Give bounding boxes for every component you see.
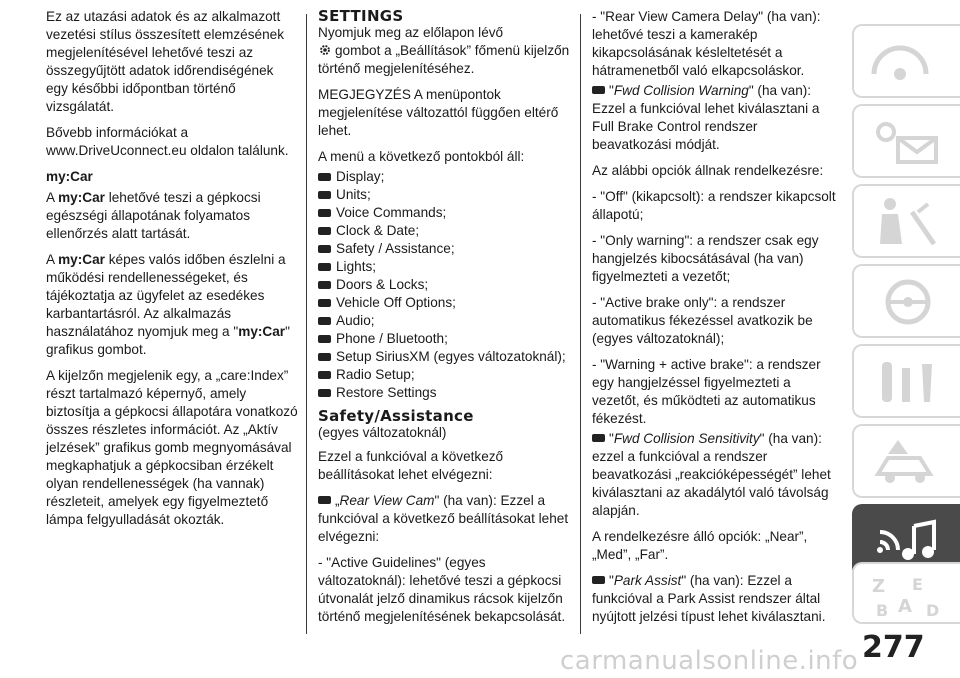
menu-item-label: Safety / Assistance; (336, 241, 455, 256)
column-divider-1 (306, 14, 307, 634)
settings-heading: SETTINGS (318, 7, 404, 25)
more-info-paragraph: Bővebb információkat a www.DriveUconnect.eu oldalon találunk. (46, 125, 289, 158)
bullet-box-icon (318, 496, 331, 504)
bullet-box-icon (318, 299, 331, 307)
menu-item (318, 384, 576, 402)
menu-item-label: Lights; (336, 259, 377, 274)
safety-paragraph: Ezzel a funkcióval a következő beállításokat lehet elvégezni: (318, 449, 504, 482)
dashboard-icon (868, 34, 948, 90)
menu-item-label: Phone / Bluetooth; (336, 331, 448, 346)
menu-item (318, 330, 576, 348)
menu-item-label: Clock & Date; (336, 223, 420, 238)
rear-view-cam-paragraph: „Rear View Cam" (ha van): Ezzel a funkcióval a következő beállításokat lehet elvégezni: (318, 493, 569, 544)
park-assist-paragraph: "Park Assist" (ha van): Ezzel a funkcióval a Park Assist rendszer által nyújtott jelzési típust lehet kiválasztani. (592, 573, 826, 624)
bullet-box-icon (318, 353, 331, 361)
warning-envelope-icon (868, 114, 948, 170)
menu-item (318, 204, 576, 222)
bullet-box-icon (318, 263, 331, 271)
care-index-paragraph: A kijelzőn megjelenik egy, a „care:Index” részt tartalmazó képernyő, amely biztosítja a gépkocsi állapotára vonatkozó összes részletes információt. Az „Aktív jelzések” grafikus gomb megnyomásával megkaphatjuk a gépkocsiban érzékelt olyan rendellenességek (ha vannak) részleteit, amelyek egy figyelmeztető lámpa felgyulladását okozták. (46, 368, 298, 527)
tab-starting-driving[interactable] (852, 264, 960, 338)
bullet-box-icon (318, 371, 331, 379)
menu-item-label: Units; (336, 187, 371, 202)
menu-item (318, 240, 576, 258)
settings-menu-list (318, 168, 576, 402)
svg-text:A: A (898, 596, 912, 617)
steering-wheel-icon (868, 274, 948, 330)
tab-emergency[interactable] (852, 344, 960, 418)
seatbelt-icon (868, 194, 948, 250)
bullet-box-icon (318, 281, 331, 289)
menu-item-label: Audio; (336, 313, 375, 328)
column-3 (592, 8, 838, 634)
bullet-box-icon (318, 173, 331, 181)
menu-item (318, 258, 576, 276)
menu-item (318, 366, 576, 384)
bullet-box-icon (318, 335, 331, 343)
bullet-box-icon (318, 245, 331, 253)
mycar-heading: my:Car (46, 169, 93, 184)
column-divider-2 (580, 14, 581, 634)
menu-item-label: Setup SiriusXM (egyes változatoknál); (336, 349, 566, 364)
alphabet-index-icon (868, 572, 948, 620)
page-number: 277 (862, 630, 925, 665)
safety-heading: Safety/Assistance (318, 407, 474, 425)
bullet-box-icon (318, 209, 331, 217)
active-guidelines-paragraph: - "Active Guidelines" (egyes változatoknál): lehetővé teszi a gépkocsi útvonalát jelző dinamikus rácsok kijelzőn történő megjelenítésének bekapcsolását. (318, 555, 566, 624)
column-2 (318, 8, 576, 634)
menu-item (318, 294, 576, 312)
tools-icon (868, 354, 948, 410)
bullet-box-icon (592, 434, 605, 442)
menu-item-label: Restore Settings (336, 385, 437, 400)
menu-intro: A menü a következő pontokból áll: (318, 149, 525, 164)
option-only-warning: - "Only warning": a rendszer csak egy hangjelzés kibocsátásával (ha van) figyelmezteti a vezetőt; (592, 233, 819, 284)
menu-item (318, 276, 576, 294)
option-off: - "Off" (kikapcsolt): a rendszer kikapcsolt állapotú; (592, 189, 836, 222)
menu-item (318, 186, 576, 204)
menu-item (318, 168, 576, 186)
option-warning-active-brake: - "Warning + active brake": a rendszer egy hangjelzéssel figyelmezteti a vezetőt, és működteti az automatikus fékezést. (592, 357, 821, 426)
menu-item-label: Voice Commands; (336, 205, 447, 220)
tab-maintenance[interactable] (852, 424, 960, 498)
svg-text:Z: Z (872, 576, 886, 597)
menu-item-label: Radio Setup; (336, 367, 415, 382)
note-paragraph: MEGJEGYZÉS A menüpontok megjelenítése változattól függően eltérő lehet. (318, 87, 559, 138)
menu-item (318, 222, 576, 240)
option-active-brake: - "Active brake only": a rendszer automatikus fékezéssel avatkozik be (egyes változatoknál); (592, 295, 813, 346)
mycar-paragraph-1: A my:Car lehetővé teszi a gépkocsi egészségi állapotának folyamatos ellenőrzés alatt tartását. (46, 190, 261, 241)
intro-paragraph: Ez az utazási adatok és az alkalmazott vezetési stílus összesített elemzésének megjelenítésével lehetővé teszi az összegyűjtött adatok időrendiségének egy későbbi időpontban történő vizsgálatát. (46, 9, 284, 114)
menu-item-label: Vehicle Off Options; (336, 295, 456, 310)
fwd-collision-sensitivity-paragraph: "Fwd Collision Sensitivity" (ha van): ezzel a funkcióval a rendszer beavatkozási „reakcióképességét” lehet kiválasztani az akadálytól való távolság alapján. (592, 431, 831, 518)
menu-item-label: Display; (336, 169, 385, 184)
car-lift-icon (868, 434, 948, 490)
menu-item (318, 312, 576, 330)
tab-index[interactable] (852, 562, 960, 624)
bullet-box-icon (592, 576, 605, 584)
menu-item-label: Doors & Locks; (336, 277, 429, 292)
mycar-paragraph-2: A my:Car képes valós időben észlelni a működési rendellenességeket, és tájékoztatja az ügyfelet az esedékes karbantartásról. Az alkalmazás használatához nyomjuk meg a "my:Car" grafikus gombot. (46, 252, 290, 357)
svg-text:D: D (926, 601, 940, 620)
gear-icon (318, 43, 332, 57)
watermark: carmanualsonline.info (560, 646, 859, 676)
menu-item (318, 348, 576, 366)
camera-delay-paragraph: - "Rear View Camera Delay" (ha van): lehetővé teszi a kamerakép kikapcsolásának késleltetését a hátramenetből való elkapcsoláskor. (592, 9, 821, 78)
bullet-box-icon (318, 191, 331, 199)
fwd-collision-warning-paragraph: "Fwd Collision Warning" (ha van): Ezzel a funkcióval lehet kiválasztani a Full Brake Control rendszer beavatkozási módját. (592, 83, 820, 152)
bullet-box-icon (318, 227, 331, 235)
bullet-box-icon (592, 86, 605, 94)
bullet-box-icon (318, 389, 331, 397)
bullet-box-icon (318, 317, 331, 325)
tab-instrument-panel[interactable] (852, 24, 960, 98)
options-intro: Az alábbi opciók állnak rendelkezésre: (592, 163, 824, 178)
svg-text:E: E (912, 575, 923, 594)
tab-safety[interactable] (852, 184, 960, 258)
chapter-sidebar (852, 24, 960, 624)
tab-warning-lights[interactable] (852, 104, 960, 178)
sensitivity-options: A rendelkezésre álló opciók: „Near”, „Med”, „Far”. (592, 529, 808, 562)
safety-subheading: (egyes változatoknál) (318, 425, 447, 440)
settings-paragraph: Nyomjuk meg az előlapon lévő gombot a „Beállítások” főmenü kijelzőn történő megjelenítéséhez. (318, 25, 570, 76)
svg-text:B: B (876, 601, 889, 620)
column-1 (46, 8, 298, 537)
